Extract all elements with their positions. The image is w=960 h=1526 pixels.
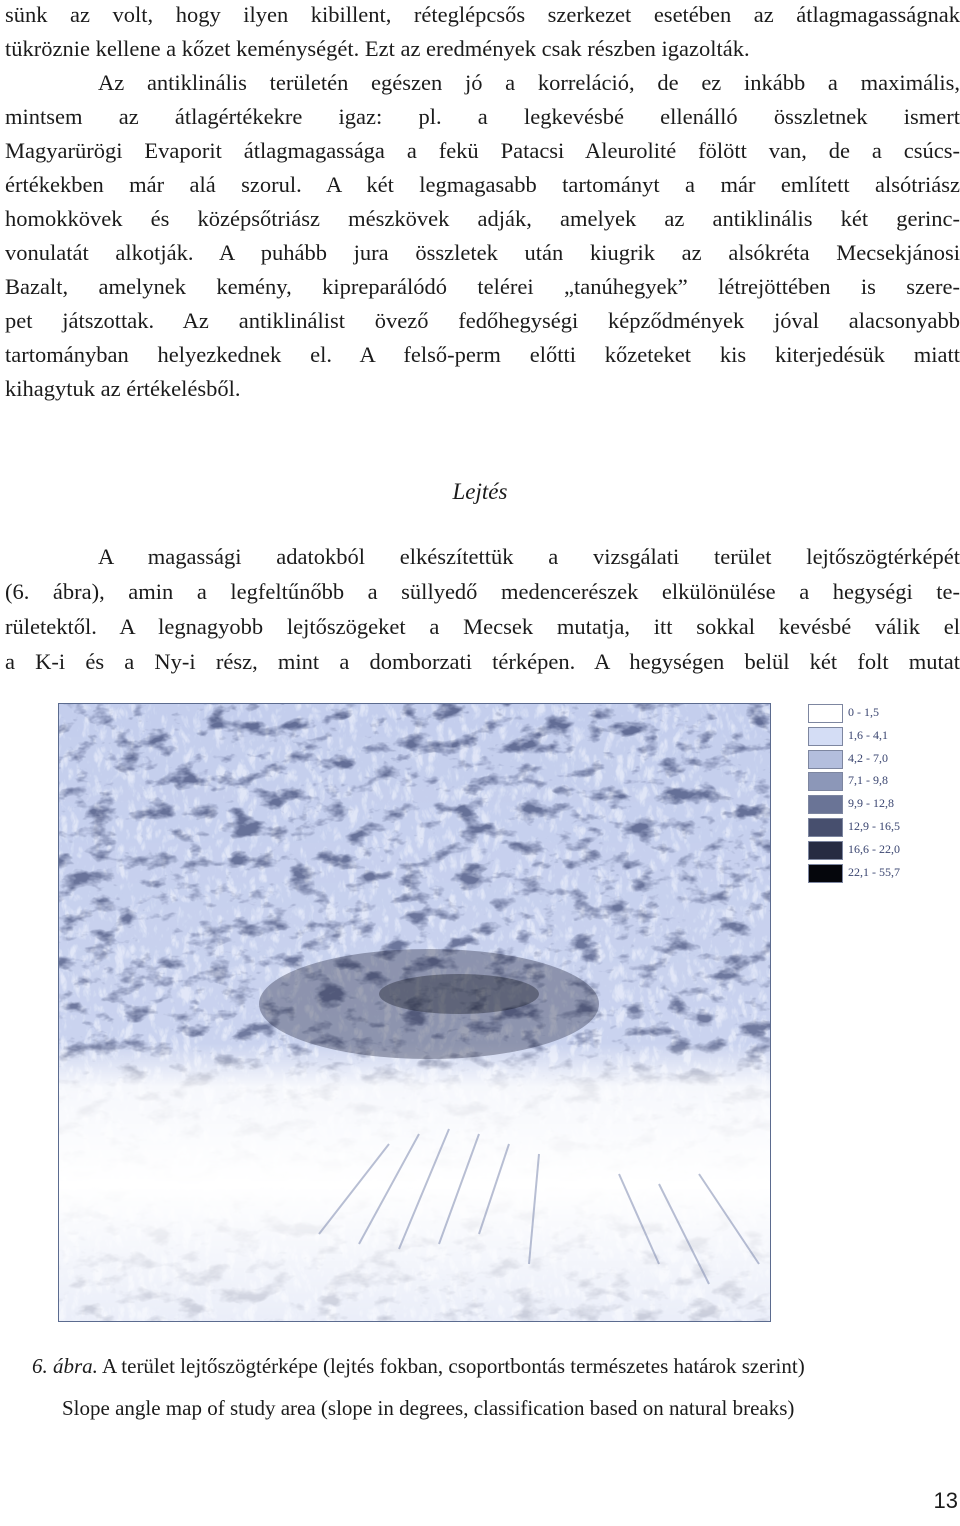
legend-swatch	[808, 795, 843, 814]
figure-caption-hu	[32, 1352, 805, 1380]
text-line: Bazalt, amelynek kemény, kipreparálódó telérei „tanúhegyek” létrejöttében is szere-	[5, 274, 960, 299]
text-line: rületektől. A legnagyobb lejtőszögeket a Mecsek mutatja, itt sokkal kevésbé válik el	[5, 614, 960, 639]
text-line: tükröznie kellene a kőzet keménységét. Ezt az eredmények csak részben igazolták.	[5, 36, 750, 61]
legend-label: 9,9 - 12,8	[848, 796, 894, 811]
text-line: homokkövek és középsőtriász mészkövek adják, amelyek az antiklinális két gerinc-	[5, 206, 960, 231]
text-line: Magyarürögi Evaporit átlagmagassága a fekü Patacsi Aleurolité fölött van, de a csúcs-	[5, 138, 960, 163]
text-line: A magassági adatokból elkészítettük a vizsgálati terület lejtőszögtérképét	[98, 544, 960, 569]
text-line: vonulatát alkotják. A puhább jura összletek után kiugrik az alsókréta Mecsekjánosi	[5, 240, 960, 265]
legend-label: 12,9 - 16,5	[848, 819, 900, 833]
legend-item	[808, 841, 918, 861]
text-line: (6. ábra), amin a legfeltűnőbb a süllyedő medencerészek elkülönülése a hegységi te-	[5, 579, 960, 604]
text-line: kihagytuk az értékelésből.	[5, 376, 241, 401]
map-graphic	[59, 704, 770, 1321]
legend-item	[808, 772, 918, 792]
text-line: Az antiklinális területén egészen jó a korreláció, de ez inkább a maximális,	[98, 70, 960, 95]
legend-label: 16,6 - 22,0	[848, 841, 900, 856]
legend-swatch	[808, 841, 843, 860]
page-number: 13	[933, 1488, 958, 1513]
slope-angle-map	[58, 703, 771, 1322]
legend-label: 4,2 - 7,0	[848, 750, 888, 765]
legend-item	[808, 750, 918, 770]
figure-label: 6. ábra.	[32, 1354, 98, 1378]
text-line: a K-i és a Ny-i rész, mint a domborzati térképen. A hegységen belül két folt mutat	[5, 649, 960, 674]
text-line: értékekben már alá szorul. A két legmagasabb tartományt a már említett alsótriász	[5, 172, 960, 197]
section-heading: Lejtés	[452, 479, 508, 504]
legend-item	[808, 864, 918, 884]
text-line: pet játszottak. Az antiklinálist övező fedőhegységi képződmények jóval alacsonyabb	[5, 308, 960, 333]
legend-item	[808, 795, 918, 815]
legend-swatch	[808, 772, 843, 791]
text-line: mintsem az átlagértékekre igaz: pl. a legkevésbé ellenálló összletnek ismert	[5, 104, 960, 129]
text-line: sünk az volt, hogy ilyen kibillent, réteglépcsős szerkezet esetében az átlagmagasságnak	[5, 2, 960, 27]
legend-swatch	[808, 704, 843, 723]
legend-swatch	[808, 818, 843, 837]
legend-item	[808, 704, 918, 724]
caption-text-hu: A terület lejtőszögtérképe (lejtés fokban, csoportbontás természetes határok szerint)	[102, 1354, 805, 1378]
legend-label: 1,6 - 4,1	[848, 727, 888, 742]
legend-swatch	[808, 864, 843, 883]
legend-item	[808, 727, 918, 747]
legend-swatch	[808, 727, 843, 746]
text-line: tartományban helyezkednek el. A felső-perm előtti kőzeteket kis kiterjedésük miatt	[5, 342, 960, 367]
figure-caption-en: Slope angle map of study area (slope in degrees, classification based on natural breaks)	[62, 1396, 795, 1420]
legend-label: 22,1 - 55,7	[848, 864, 900, 879]
legend-item	[808, 818, 918, 838]
legend-label: 0 - 1,5	[848, 705, 879, 719]
legend-label: 7,1 - 9,8	[848, 773, 888, 788]
legend-swatch	[808, 750, 843, 769]
